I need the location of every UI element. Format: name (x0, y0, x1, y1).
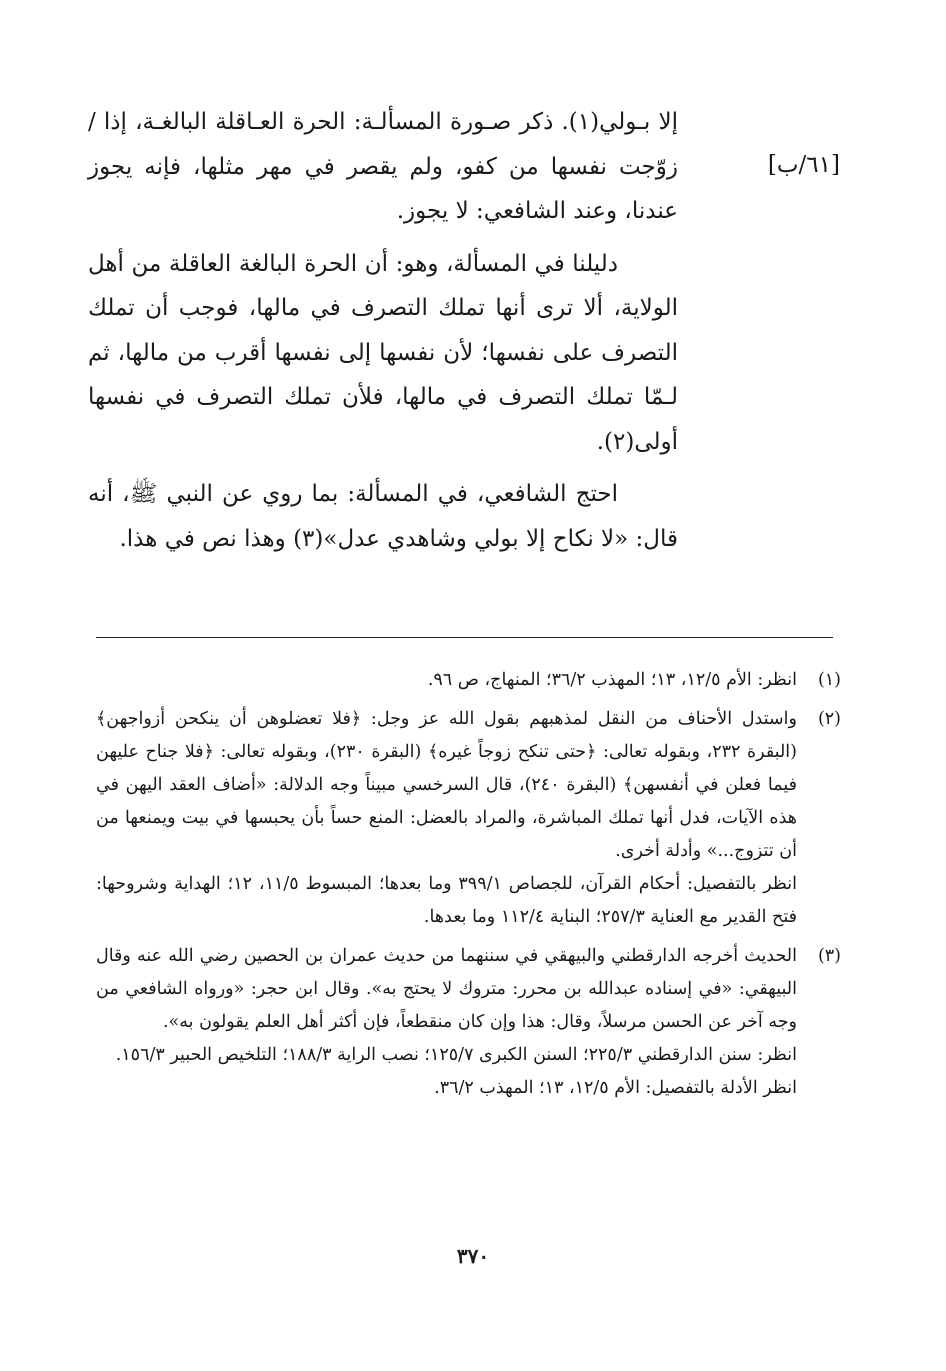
main-paragraph-2: دليلنا في المسألة، وهو: أن الحرة البالغة العاقلة من أهل الولاية، ألا ترى أنها تملك التصرف في مالها، فوجب أن تملك التصرف على نفسها؛ لأن نفسها إلى نفسها أقرب من مالها، ثم لـمّا تملك التصرف في مالها، فلأن تملك التصرف في نفسها أولى(٢). (88, 250, 678, 455)
footnote-paragraph: انظر: سنن الدارقطني ٢٢٥/٣؛ السنن الكبرى ١٢٥/٧؛ نصب الراية ١٨٨/٣؛ التلخيص الحبير ١٥٦/٣. (115, 1045, 797, 1065)
footnote-3 (96, 940, 841, 1105)
footnote-paragraph: انظر الأدلة بالتفصيل: الأم ١٢/٥، ١٣؛ المهذب ٣٦/٢. (434, 1078, 797, 1098)
footnote-body (96, 703, 797, 934)
footnote-separator-line (96, 637, 833, 638)
footnote-2 (96, 703, 841, 934)
main-text (88, 100, 678, 569)
footnote-paragraph: واستدل الأحناف من النقل لمذهبهم بقول الله عز وجل: ﴿فلا تعضلوهن أن ينكحن أزواجهن﴾ (البقرة ٢٣٢، وبقوله تعالى: ﴿حتى تنكح زوجاً غيره﴾ (البقرة ٢٣٠)، وبقوله تعالى: ﴿فلا جناح عليهن فيما فعلن في أنفسهن﴾ (البقرة ٢٤٠)، قال السرخسي مبيناً وجه الدلالة: «أضاف العقد اليهن في هذه الآيات، فدل أنها تملك المباشرة، والمراد بالعضل: المنع حساً بأن يحبسها في بيت ويمنعها من أن تتزوج...» وأدلة أخرى. (96, 709, 797, 861)
footnote-1 (96, 664, 841, 697)
footnote-number: (١) (817, 670, 841, 690)
footnote-body (96, 940, 797, 1105)
page-number: ٣٧٠ (456, 1244, 490, 1268)
footnote-paragraph: الحديث أخرجه الدارقطني والبيهقي في سننهما من حديث عمران بن الحصين رضي الله عنه وقال البيهقي: «في إسناده عبدالله بن محرر: متروك لا يحتج به». وقال ابن حجر: «ورواه الشافعي من وجه آخر عن الحسن مرسلاً، وقال: هذا وإن كان منقطعاً، فإن أكثر أهل العلم يقولون به». (96, 946, 797, 1032)
footnote-paragraph: انظر بالتفصيل: أحكام القرآن، للجصاص ٣٩٩/١ وما بعدها؛ المبسوط ١١/٥، ١٢؛ الهداية وشروحها: فتح القدير مع العناية ٢٥٧/٣؛ البناية ١١٢/٤ وما بعدها. (96, 874, 797, 927)
footnote-body (96, 664, 797, 697)
main-paragraph-1: إلا بـولي(١). ذكر صـورة المسألـة: الحرة العـاقلة البالغـة، إذا / زوّجت نفسها من كفو، ولم يقصر في مهر مثلها، فإنه يجوز عندنا، وعند الشافعي: لا يجوز. (88, 109, 678, 224)
footnote-paragraph: انظر: الأم ١٢/٥، ١٣؛ المهذب ٣٦/٢؛ المنهاج، ص ٩٦. (427, 670, 797, 690)
footnotes (96, 664, 841, 1111)
manuscript-folio-reference: [٦١/ب] (767, 152, 840, 178)
main-paragraph-3: احتج الشافعي، في المسألة: بما روي عن النبي ﷺ، أنه قال: «لا نكاح إلا بولي وشاهدي عدل»(٣) وهذا نص في هذا. (88, 481, 678, 552)
footnote-number: (٣) (817, 946, 841, 966)
footnote-number: (٢) (817, 709, 841, 729)
